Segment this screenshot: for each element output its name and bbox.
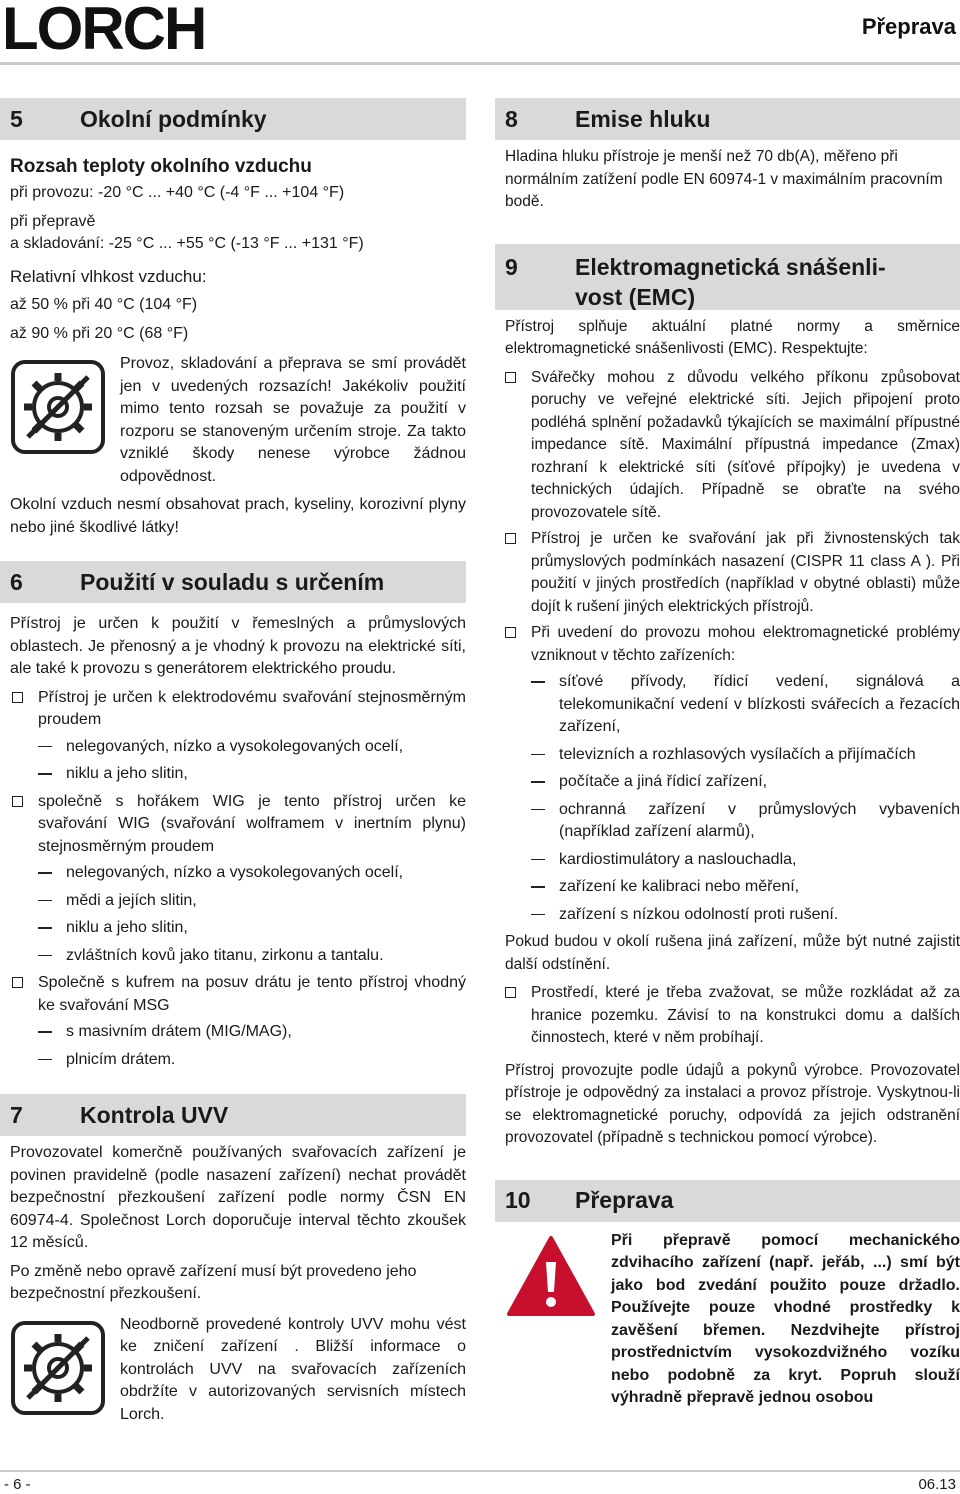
- dash-bullet-icon: [531, 886, 545, 888]
- section-number: 7: [10, 1101, 23, 1128]
- list-item: společně s hořákem WIG je tento přístroj určen ke svařování WIG (svařování wolframem v inertním plynu) stejnosměrným proudem nelegovaných, nízko a vysokolegovaných ocelí, mědi a jejích slitin, niklu a jeho slitin, zvláštních kovů jako titanu, zirkonu a tantalu.: [0, 791, 466, 968]
- left-column: [0, 98, 466, 1432]
- header-title: Přeprava: [861, 14, 956, 39]
- section-number: 5: [10, 105, 23, 132]
- list-item: kardiostimulátory a naslouchadla,: [495, 849, 960, 872]
- noise-paragraph: Hladina hluku přístroje je menší než 70 db(A), měřeno při normálním zatížení podle EN 60974-1 v maximálním pracovním bodě.: [505, 148, 943, 210]
- emc-shielding: Pokud budou v okolí rušena jiná zařízení, může být nutné zajistit další odstínění.: [505, 933, 960, 973]
- uvv-paragraph-2: Po změně nebo opravě zařízení musí být provedeno jeho bezpečnostní přezkoušení.: [10, 1262, 417, 1302]
- section-number: 10: [505, 1187, 531, 1213]
- list-item: počítače a jiná řídicí zařízení,: [495, 771, 960, 794]
- section-title: Přeprava: [575, 1187, 674, 1213]
- page-number: - 6 -: [4, 1476, 31, 1493]
- gear-no-icon: [10, 359, 106, 455]
- callout-uvv: [10, 1314, 466, 1427]
- list-item: plnicím drátem.: [0, 1049, 466, 1072]
- page-header: [0, 0, 960, 62]
- usage-list: [0, 687, 466, 1072]
- list-item: zařízení s nízkou odolností proti rušení.: [495, 904, 960, 927]
- transport-warning: [505, 1230, 960, 1410]
- dash-bullet-icon: [38, 900, 52, 902]
- dash-bullet-icon: [531, 914, 545, 916]
- dash-bullet-icon: [531, 809, 545, 811]
- dash-bullet-icon: [38, 872, 52, 874]
- section-number: 6: [10, 568, 23, 595]
- checkbox-bullet-icon: [12, 692, 23, 703]
- section-10-heading: [495, 1180, 960, 1222]
- list-item: Přístroj je určen ke svařování jak při živnostenských tak průmyslových podmínkách nasazení (CISPR 11 class A ). Při použití v jiných prostředích (například v obytné oblasti) může dojít k rušení jiných elektrických přístrojů.: [495, 528, 960, 618]
- section-number: 8: [505, 105, 518, 132]
- air-note: Okolní vzduch nesmí obsahovat prach, kyseliny, korozivní plyny nebo jiné škodlivé látky!: [10, 496, 466, 536]
- checkbox-bullet-icon: [12, 977, 23, 988]
- list-item: ochranná zařízení v průmyslových vybaveních (například zařízení alarmů),: [495, 799, 960, 844]
- temp-storage: a skladování: -25 °C ... +55 °C (-13 °F ... +131 °F): [10, 235, 364, 252]
- list-item: zvláštních kovů jako titanu, zirkonu a tantalu.: [0, 945, 466, 968]
- dash-bullet-icon: [38, 746, 52, 748]
- list-item: síťové přívody, řídicí vedení, signálová a telekomunikační vedení v blízkosti svářecích a řezacích zařízení,: [495, 671, 960, 739]
- humidity-heading: Relativní vlhkost vzduchu:: [10, 266, 207, 286]
- section-title: Elektromagnetická snášenli- vost (EMC): [575, 253, 886, 310]
- section-8-heading: [495, 98, 960, 140]
- section-title: Emise hluku: [575, 105, 711, 132]
- dash-bullet-icon: [531, 754, 545, 756]
- callout-text: Provoz, skladování a přeprava se smí provádět jen v uvedených rozsazích! Jakékoliv použití mimo tento rozsah se považuje za použití v rozporu se stanoveným určením stroje. Za takto vzniklé škody nenese výrobce žádnou odpovědnost.: [120, 355, 466, 485]
- list-item: Prostředí, které je třeba zvažovat, se může rozkládat až za hranice pozemku. Závisí to na konstrukci domu a dalších činnostech, které v něm probíhají.: [495, 982, 960, 1050]
- subheading-temperature: Rozsah teploty okolního vzduchu: [10, 156, 312, 177]
- list-item: nelegovaných, nízko a vysokolegovaných ocelí,: [0, 736, 466, 759]
- list-item: niklu a jeho slitin,: [0, 917, 466, 940]
- list-item: Přístroj je určen k elektrodovému svařování stejnosměrným proudem nelegovaných, nízko a vysokolegovaných ocelí, niklu a jeho slitin,: [0, 687, 466, 786]
- section-title: Použití v souladu s určením: [80, 568, 385, 595]
- lorch-logo: LORCH: [2, 0, 206, 62]
- section-number: 9: [505, 253, 518, 280]
- checkbox-bullet-icon: [505, 533, 516, 544]
- list-item: Při uvedení do provozu mohou elektromagnetické problémy vzniknout v těchto zařízeních: síťové přívody, řídicí vedení, signálová a telekomunikační vedení v blízkosti svářecích a řezacích zařízení, televizních a rozhlasových vysílačích a přijímačích počítače a jiná řídicí zařízení, ochranná zařízení v průmyslových vybaveních (například zařízení alarmů), kardiostimulátory a naslouchadla, zařízení ke kalibraci nebo měření, zařízení s nízkou odolností proti rušení.: [495, 622, 960, 926]
- section-5-heading: [0, 98, 466, 140]
- dash-bullet-icon: [531, 859, 545, 861]
- usage-intro: Přístroj je určen k použití v řemeslných a průmyslových oblastech. Je přenosný a je vhodný k provozu na elektrické síti, ale také k provozu s generátorem elektrického proudu.: [10, 615, 466, 677]
- callout-ranges: [10, 353, 466, 488]
- dash-bullet-icon: [38, 927, 52, 929]
- header-rule: [0, 62, 960, 65]
- temp-operation: při provozu: -20 °C ... +40 °C (-4 °F ... +104 °F): [10, 184, 345, 201]
- right-column: [495, 98, 960, 1410]
- section-7-heading: [0, 1094, 466, 1136]
- list-item: Společně s kufrem na posuv drátu je tento přístroj vhodný ke svařování MSG s masivním drátem (MIG/MAG), plnicím drátem.: [0, 972, 466, 1071]
- warning-text: Při přepravě pomocí mechanického zdvihacího zařízení (např. jeřáb, ...) smí být jako bod zvedání použito pouze držadlo. Používejte pouze vhodné prostředky k zavěšení břemen. Nezdvihejte přístroj prostřednictvím vysokozdvižného vozíku nebo podobně za kryt. Popruh slouží výhradně přepravě jednou osobou: [611, 1231, 960, 1406]
- list-item: nelegovaných, nízko a vysokolegovaných ocelí,: [0, 862, 466, 885]
- section-6-heading: [0, 561, 466, 603]
- list-item: mědi a jejích slitin,: [0, 890, 466, 913]
- gear-no-icon: [10, 1320, 106, 1416]
- list-item: Svářečky mohou z důvodu velkého příkonu způsobovat poruchy ve veřejné elektrické síti. Jejich připojení proto podléhá splnění požadavků týkajících se maximální přípustné impedance sítě. Maximální přípustná impedance (Zmax) rozhraní k elektrické síti (síťové přípojky) je uvedena v technických údajích. Případně se obraťte na svého provozovatele sítě.: [495, 367, 960, 525]
- section-9-heading: [495, 244, 960, 310]
- emc-operator: Přístroj provozujte podle údajů a pokynů výrobce. Provozovatel přístroje je odpovědný za instalaci a provoz přístroje. Vyskytnou-li se elektromagnetické poruchy, odpovídá za jejich odstranění provozovatel (případně s technickou pomocí výrobce).: [505, 1061, 960, 1146]
- uvv-paragraph-1: Provozovatel komerčně používaných svařovacích zařízení je povinen pravidelně (podle nasazení zařízení) nechat provádět bezpečnostní přezkoušení zařízení podle normy ČSN EN 60974-4. Společnost Lorch doporučuje interval těchto zkoušek 12 měsíců.: [10, 1144, 466, 1251]
- checkbox-bullet-icon: [505, 627, 516, 638]
- checkbox-bullet-icon: [505, 987, 516, 998]
- dash-bullet-icon: [38, 1031, 52, 1033]
- list-item: zařízení ke kalibraci nebo měření,: [495, 876, 960, 899]
- dash-bullet-icon: [38, 955, 52, 957]
- dash-bullet-icon: [38, 1059, 52, 1061]
- callout-text: Neodborně provedené kontroly UVV mohu vést ke zničení zařízení . Bližší informace o kontrolách UVV na svařovacích zařízeních obdržíte v autorizovaných servisních místech Lorch.: [120, 1315, 466, 1423]
- list-item: televizních a rozhlasových vysílačích a přijímačích: [495, 744, 960, 767]
- document-date: 06.13: [918, 1476, 956, 1493]
- humidity-50: až 50 % při 40 °C (104 °F): [10, 296, 198, 313]
- emc-list: [495, 367, 960, 927]
- emc-intro: Přístroj splňuje aktuální platné normy a směrnice elektromagnetické snášenlivosti (EMC). Respektujte:: [505, 317, 960, 357]
- checkbox-bullet-icon: [12, 796, 23, 807]
- temp-transport: při přepravě: [10, 212, 96, 230]
- dash-bullet-icon: [531, 781, 545, 783]
- footer-rule: [0, 1470, 960, 1472]
- list-item: niklu a jeho slitin,: [0, 763, 466, 786]
- warning-triangle-icon: [505, 1234, 597, 1318]
- list-item: s masivním drátem (MIG/MAG),: [0, 1021, 466, 1044]
- checkbox-bullet-icon: [505, 372, 516, 383]
- dash-bullet-icon: [38, 773, 52, 775]
- section-title: Okolní podmínky: [80, 105, 267, 132]
- section-title: Kontrola UVV: [80, 1101, 229, 1128]
- humidity-90: až 90 % při 20 °C (68 °F): [10, 324, 189, 342]
- dash-bullet-icon: [531, 681, 545, 683]
- emc-list-2: [495, 982, 960, 1050]
